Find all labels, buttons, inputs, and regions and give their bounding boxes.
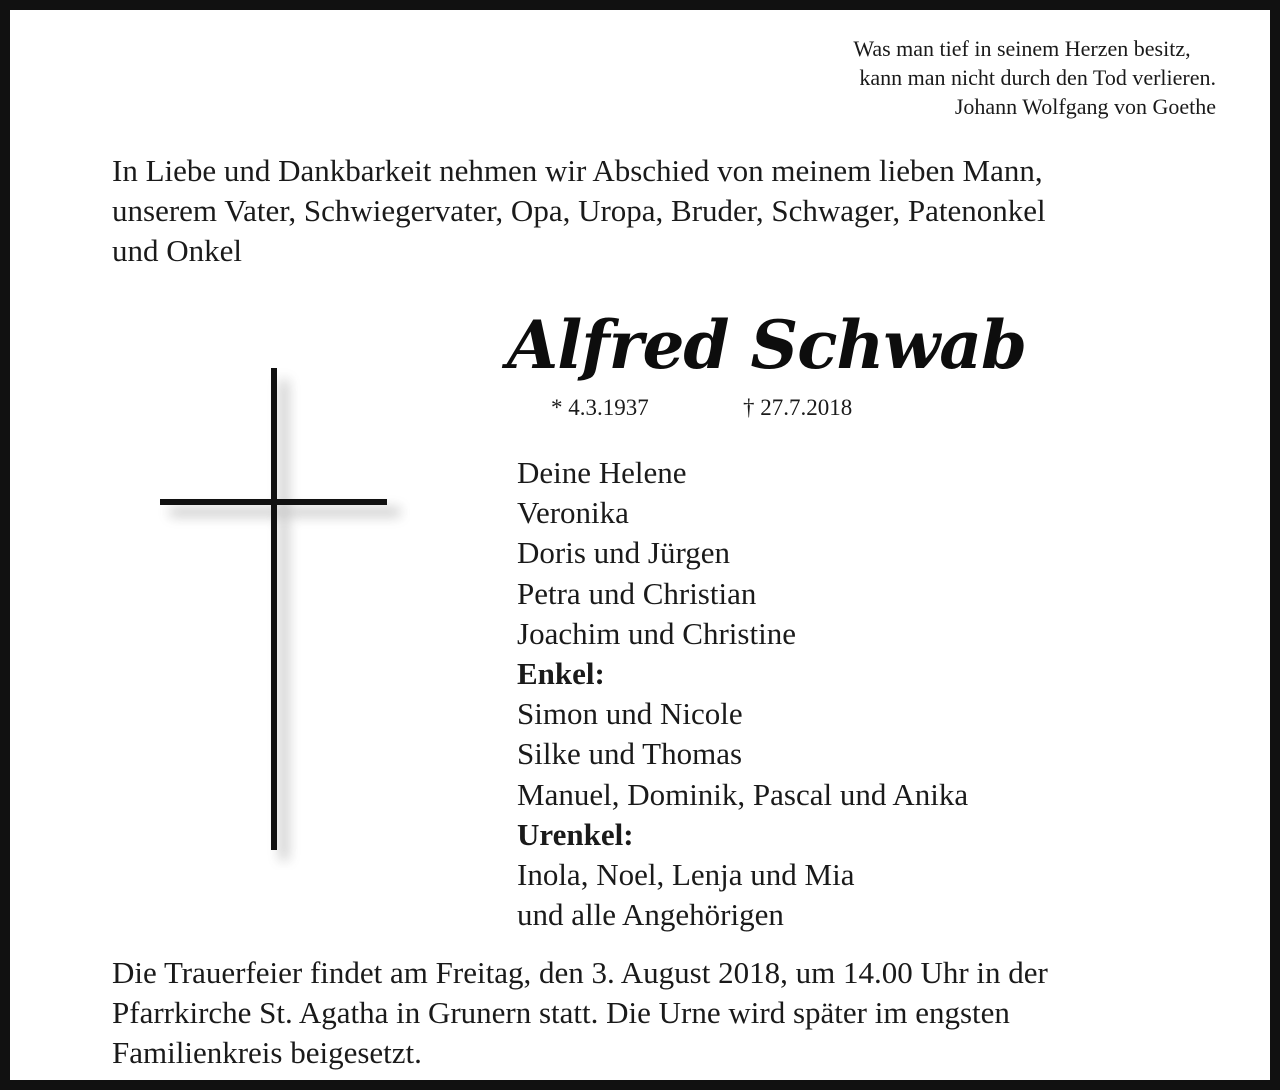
goethe-quote <box>853 34 1216 121</box>
quote-line: kann man nicht durch den Tod verlieren. <box>859 65 1216 90</box>
list-item: Joachim und Christine <box>517 615 796 651</box>
closing-line: Familienkreis beigesetzt. <box>112 1035 422 1070</box>
great-grandchildren-heading: Urenkel: <box>517 816 634 852</box>
grandchildren-heading: Enkel: <box>517 656 605 692</box>
list-item: Silke und Thomas <box>517 736 743 772</box>
list-item: Deine Helene <box>517 455 687 490</box>
quote-author: Johann Wolfgang von Goethe <box>954 94 1216 119</box>
birth-date: * 4.3.1937 <box>551 395 649 420</box>
list-item: und alle Angehörigen <box>517 897 784 933</box>
closing-line: Die Trauerfeier findet am Freitag, den 3. August 2018, um 14.00 Uhr in der <box>112 955 1048 990</box>
intro-line: In Liebe und Dankbarkeit nehmen wir Abschied von meinem lieben Mann, <box>112 153 1043 188</box>
closing-line: Pfarrkirche St. Agatha in Grunern statt. Die Urne wird später im engsten <box>112 995 1010 1030</box>
cross-icon <box>150 360 410 870</box>
list-item: Simon und Nicole <box>517 696 743 732</box>
list-item: Doris und Jürgen <box>517 535 730 571</box>
mourners-list <box>517 453 968 935</box>
list-item: Veronika <box>517 495 629 531</box>
death-date: † 27.7.2018 <box>743 395 853 420</box>
list-item: Petra und Christian <box>517 575 757 611</box>
deceased-name: Alfred Schwab <box>507 306 1027 384</box>
list-item: Manuel, Dominik, Pascal und Anika <box>517 776 969 812</box>
quote-line: Was man tief in seinem Herzen besitz, <box>853 36 1191 61</box>
intro-line: und Onkel <box>112 233 243 268</box>
intro-line: unserem Vater, Schwiegervater, Opa, Uropa, Bruder, Schwager, Patenonkel <box>112 193 1046 228</box>
funeral-info <box>112 953 1212 1073</box>
intro-text <box>112 151 1212 271</box>
list-item: Inola, Noel, Lenja und Mia <box>517 857 855 893</box>
